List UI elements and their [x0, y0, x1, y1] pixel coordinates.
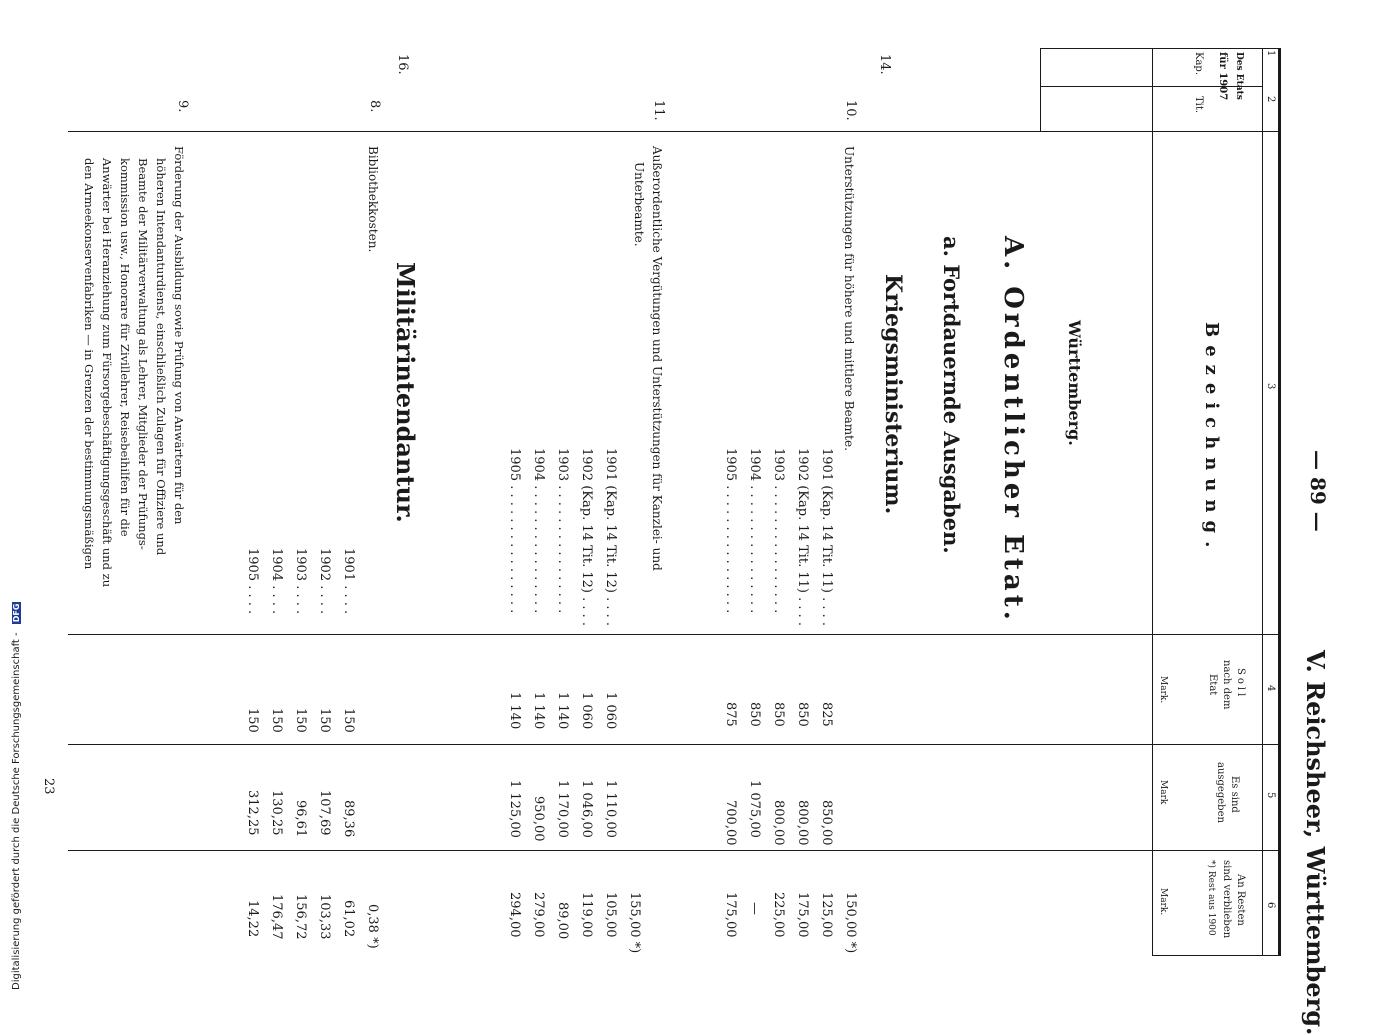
kap-body-rule: [68, 131, 1281, 132]
table-row-ausg: 850,00: [819, 800, 834, 846]
header-rule: [1152, 48, 1153, 956]
table-row-label: 1901 . . . .: [341, 548, 356, 615]
table-row-ausg: 107,69: [317, 790, 332, 836]
table-row-ausg: 800,00: [795, 800, 810, 846]
header-soll-1: Soll: [1235, 668, 1246, 700]
kap-left-rule: [1040, 48, 1041, 132]
tit10-description: Unterstützungen für höhere und mittlere Beamte.: [842, 146, 856, 451]
table-row-rest: 61,02: [341, 900, 356, 938]
table-row-ausg: 130,25: [269, 790, 284, 836]
tit-8: 8.: [367, 100, 382, 113]
header-des-etats: Des Etats: [1234, 52, 1244, 100]
table-row-soll: 850: [747, 702, 762, 727]
header-fuer-1907: für 1907: [1217, 52, 1228, 101]
table-row-rest: 150,00 *): [843, 892, 858, 954]
table-row-ausg: 1 075,00: [747, 780, 762, 838]
col-number-1: 1: [1265, 50, 1276, 57]
table-row-rest: 0,38 *): [365, 904, 380, 949]
table-row-ausg: 700,00: [723, 800, 738, 846]
header-rest-3: *) Rest aus 1900: [1206, 860, 1216, 936]
table-row-label: 1902 . . . .: [317, 548, 332, 615]
table-row-soll: 1 140: [531, 692, 546, 730]
table-row-rest: 175,00: [723, 892, 738, 938]
table-row-soll: 850: [795, 702, 810, 727]
header-ausg-1: Es sind: [1229, 776, 1240, 813]
sidebar-credit-text: Digitalisierung gefördert durch die Deutsche Forschungsgemeinschaft -: [11, 632, 22, 990]
table-row-rest: 279,00: [531, 892, 546, 938]
tit9-description-5: Anwärter bei Heranziehung zum Fürsorgebeschäftigungsgeschäft und zu: [100, 158, 114, 588]
table-row-ausg: 1 046,00: [579, 780, 594, 838]
right-border-thick: [1278, 48, 1281, 956]
header-kap: Kap.: [1193, 52, 1204, 76]
header-bezeichnung: Bezeichnung.: [1201, 322, 1222, 556]
heading-militaerintendantur: Militärintendantur.: [391, 262, 420, 523]
tit9-description-4: kommission usw., Honorare für Zivillehrer, Reisebeihilfen für die: [118, 158, 132, 537]
table-row-rest: 175,00: [795, 892, 810, 938]
table-row-ausg: 1 125,00: [507, 780, 522, 838]
table-row-soll: 1 060: [579, 692, 594, 730]
table-row-soll: 150: [317, 708, 332, 733]
table-row-ausg: 1 110,00: [603, 780, 618, 838]
tit9-description-2: höheren Intendanturdienst, einschließlich Zulagen für Offiziere und: [154, 158, 168, 556]
table-row-rest: 105,00: [603, 892, 618, 938]
page-number: — 89 —: [1306, 450, 1330, 532]
col-number-3: 3: [1265, 383, 1276, 390]
table-row-ausg: 312,25: [245, 790, 260, 836]
kap-16: 16.: [395, 54, 410, 75]
col-number-rule: [1262, 48, 1263, 956]
table-row-label: 1904 . . . .: [269, 548, 284, 615]
header-ausg-2: ausgegeben: [1215, 762, 1226, 823]
chapter-title: V. Reichsheer, Württemberg.: [1301, 650, 1330, 1035]
tit11-description-1: Außerordentliche Vergütungen und Unterstützungen für Kanzlei- und: [650, 146, 664, 571]
tit11-description-2: Unterbeamte.: [632, 162, 646, 247]
table-row-soll: 150: [269, 708, 284, 733]
tit9-description-1: Förderung der Ausbildung sowie Prüfung von Anwärtern für den: [172, 146, 186, 525]
heading-kriegsministerium: Kriegsministerium.: [880, 274, 906, 515]
table-row-soll: 1 140: [555, 692, 570, 730]
table-row-soll: 1 060: [603, 692, 618, 730]
header-ausg-unit: Mark: [1158, 780, 1168, 805]
tit-9: 9.: [175, 100, 190, 113]
table-row-label: 1901 (Kap. 14 Tit. 11) . . . .: [819, 448, 834, 627]
table-row-label: 1904 . . . . . . . . . . . . . . . .: [531, 448, 546, 614]
table-row-label: 1902 (Kap. 14 Tit. 12) . . . .: [579, 448, 594, 627]
table-row-label: 1904 . . . . . . . . . . . . . . . .: [747, 448, 762, 614]
tit9-description-3: Beamte der Militärverwaltung als Lehrer, Mitglieder der Prüfungs-: [136, 158, 150, 550]
col5-col6-rule: [68, 850, 1281, 851]
header-rest-2: sind verblieben: [1221, 860, 1232, 939]
table-row-rest: 14,22: [245, 900, 260, 938]
table-row-label: 1901 (Kap. 14 Tit. 12) . . . .: [603, 448, 618, 627]
sidebar-credit: [4, 602, 23, 990]
footer-number: 23: [41, 778, 56, 795]
table-row-label: 1903 . . . .: [293, 548, 308, 615]
tit9-description-6: den Armeekonservenfabriken — in Grenzen der bestimmungsmäßigen: [82, 158, 96, 570]
kap-tit-rule: [1040, 86, 1262, 87]
table-row-label: 1902 (Kap. 14 Tit. 11) . . . .: [795, 448, 810, 627]
table-row-soll: 150: [293, 708, 308, 733]
col-number-5: 5: [1265, 792, 1276, 799]
table-row-label: 1903 . . . . . . . . . . . . . . . .: [555, 448, 570, 614]
col-number-6: 6: [1265, 902, 1276, 909]
table-row-rest: 225,00: [771, 892, 786, 938]
tit8-description: Bibliothekkosten.: [366, 146, 380, 253]
table-row-label: 1905 . . . . . . . . . . . . . . . .: [507, 448, 522, 614]
table-row-rest: 89,00: [555, 902, 570, 940]
col3-col4-rule: [68, 634, 1281, 635]
bottom-rule: [1152, 955, 1281, 956]
header-soll-unit: Mark.: [1158, 676, 1168, 704]
table-row-rest: 125,00: [819, 892, 834, 938]
table-row-soll: 150: [245, 708, 260, 733]
table-row-label: 1903 . . . . . . . . . . . . . . . .: [771, 448, 786, 614]
heading-fortdauernde-ausgaben: a. Fortdauernde Ausgaben.: [939, 236, 964, 554]
table-row-ausg: 950,00: [531, 796, 546, 842]
header-rest-1: An Resten: [1235, 874, 1246, 926]
table-row-rest: —: [747, 902, 762, 915]
table-row-soll: 150: [341, 708, 356, 733]
table-row-ausg: 96,61: [293, 800, 308, 838]
kap-14: 14.: [877, 54, 892, 75]
table-row-rest: 176,47: [269, 894, 284, 940]
table-row-rest: 119,00: [579, 892, 594, 938]
dfg-logo: DFG: [12, 603, 21, 623]
top-rule: [1040, 48, 1281, 49]
tit-11: 11.: [651, 100, 666, 121]
header-rest-unit: Mark.: [1158, 888, 1168, 916]
header-tit: Tit.: [1193, 96, 1204, 114]
table-row-soll: 875: [723, 702, 738, 727]
table-row-soll: 825: [819, 702, 834, 727]
col-number-2: 2: [1265, 96, 1276, 103]
table-row-rest: 103,33: [317, 894, 332, 940]
heading-ordentlicher-etat: A. Ordentlicher Etat.: [998, 236, 1028, 624]
table-row-soll: 850: [771, 702, 786, 727]
table-row-ausg: 1 170,00: [555, 780, 570, 838]
table-row-rest: 156,72: [293, 894, 308, 940]
heading-wuerttemberg: Württemberg.: [1065, 320, 1084, 446]
table-row-soll: 1 140: [507, 692, 522, 730]
table-row-label: 1905 . . . .: [245, 548, 260, 615]
table-row-ausg: 89,36: [341, 800, 356, 838]
table-row-label: 1905 . . . . . . . . . . . . . . . .: [723, 448, 738, 614]
table-row-rest: 155,00 *): [627, 892, 642, 954]
table-row-rest: 294,00: [507, 892, 522, 938]
header-soll-3: Etat: [1207, 674, 1218, 696]
header-soll-2: nach dem: [1221, 660, 1232, 710]
table-row-ausg: 800,00: [771, 800, 786, 846]
col-number-4: 4: [1265, 685, 1276, 692]
col4-col5-rule: [68, 744, 1281, 745]
tit-10: 10.: [843, 100, 858, 121]
